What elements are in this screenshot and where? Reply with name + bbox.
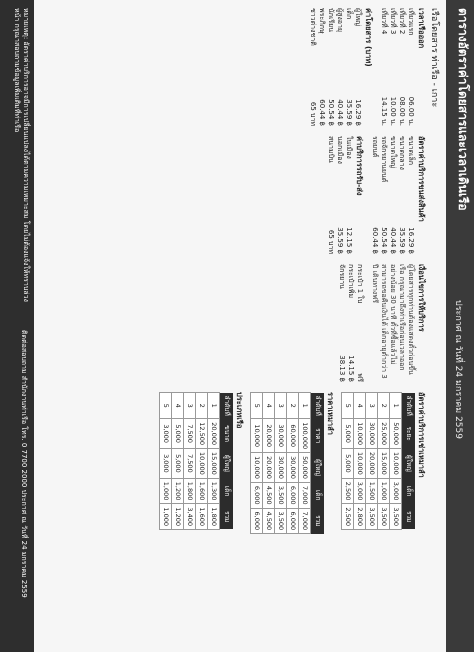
footer-note: หมายเหตุ: อัตราค่าบริการอาจมีการเปลี่ยนแปลงได้ตามความเหมาะสม โดยไม่ต้องแจ้งให้ทราบล่วงหน้า กรุณาสอบถามข้อมูลเพิ่มเติมที่ท่าเรือ xyxy=(13,8,30,302)
fare-row: นักเรียน 50.54 ฿ xyxy=(327,8,335,126)
times-block xyxy=(379,8,426,126)
table-row: 1 20,000 15,000 1,300 1,800 xyxy=(208,393,220,530)
table-row: 5 5,000 5,000 2,500 2,500 xyxy=(342,393,354,530)
table-row: 5 10,000 10,000 6,000 6,000 xyxy=(251,393,263,534)
page-date: ประกาศ ณ วันที่ 24 มกราคม 2559 xyxy=(453,300,463,439)
column-cargo xyxy=(320,136,426,254)
column-tables xyxy=(159,392,426,644)
footer-contact: ติดต่อสอบถาม สำนักงานท่าเรือ โทร. 0 7700 2000 ประกาศ ณ วันที่ 24 มกราคม 2559 xyxy=(20,330,28,598)
fare-row: พระภิกษุ 60.44 ฿ xyxy=(318,8,326,126)
cargo-block xyxy=(370,136,426,254)
table-row: 2 25,000 15,000 1,000 3,500 xyxy=(378,393,390,530)
column-schedule xyxy=(302,8,426,126)
fares-block xyxy=(308,8,373,126)
luggage-row: กระเป๋าเพิ่ม 14.15 ฿ xyxy=(347,264,355,382)
cargo-row: รถยนต์ 60.44 ฿ xyxy=(371,136,379,254)
cargo-row: รถจักรยานยนต์ 50.54 ฿ xyxy=(380,136,388,254)
cargo-row: ขนาดกลาง 35.59 ฿ xyxy=(398,136,406,254)
shuttle-block xyxy=(326,136,364,254)
shuttle-heading: ค่าบริการรถรับ-ส่ง xyxy=(355,136,364,196)
table-row: 1 50,000 10,000 3,000 3,500 xyxy=(390,393,402,530)
table-row: 3 30,000 30,000 3,500 3,500 xyxy=(275,393,287,534)
times-heading: เวลาเรือออก xyxy=(417,8,426,49)
table-row: 5 3,000 3,000 1,000 1,000 xyxy=(160,393,172,530)
charter-table: ลำดับที่ ระยะ ผู้ใหญ่ เด็ก รวม 1 50,000 10,000 3,000 3,500 2 25,000 15,000 1,000 3,500 3 30,000 20,000 1,500 3,500 4 10,000 10,000 3,000 2,800 5 5,000 5,000 2,500 2,500 xyxy=(341,392,415,530)
time-row: เที่ยวที่ 4 14.15 น. xyxy=(380,8,388,126)
fare-row: ผู้ใหญ่ 16.29 ฿ xyxy=(354,8,362,126)
time-row: เที่ยวที่ 2 08.00 น. xyxy=(398,8,406,126)
cargo-row: ขนาดเล็ก 16.29 ฿ xyxy=(407,136,415,254)
table-row: 4 20,000 20,000 4,500 4,500 xyxy=(263,393,275,534)
luggage-row: กระเป๋า 1 ใบ ฟรี xyxy=(356,264,364,382)
table-row: 3 30,000 20,000 1,500 3,500 xyxy=(366,393,378,530)
conditions-heading: เงื่อนไขการให้บริการ xyxy=(417,264,426,332)
fare-row: เด็ก 35.59 ฿ xyxy=(345,8,353,126)
time-row: เที่ยวแรก 06.00 น. xyxy=(407,8,415,126)
fare-row: ชาวต่างชาติ 65 บาท xyxy=(309,8,317,126)
page-title: ตารางอัตราค่าโดยสารและเวลาเดินเรือ xyxy=(456,8,470,211)
fare-row: ผู้สูงอายุ 40.44 ฿ xyxy=(336,8,344,126)
table-row: 2 60,000 30,000 6,000 6,000 xyxy=(287,393,299,534)
table2-title: ราคาเหมาลำ xyxy=(326,392,335,435)
table3-title: ประเภทเรือ xyxy=(235,392,244,429)
charter-price-table: ลำดับที่ ราคา ผู้ใหญ่ เด็ก รวม 1 100,000 50,000 7,000 7,000 2 60,000 30,000 6,000 6,000 3 30,000 30,000 3,500 3,500 4 20,000 20,000 4,500 4,500 5 10,000 10,000 6,000 6,000 xyxy=(250,392,324,534)
footer-band xyxy=(0,0,34,652)
cargo-row: ขนาดใหญ่ 40.44 ฿ xyxy=(389,136,397,254)
column-conditions xyxy=(337,264,426,382)
conditions-text: ผู้โดยสารทุกท่านต้องแสดงตั๋วก่อนขึ้นเรือ กรุณามาถึงท่าเรือก่อนเวลาออกอย่างน้อย 30 นาที ตั๋วที่ซื้อแล้วไม่สามารถขอคืนเงินได้ เด็กอายุต่ำกว่า 3 ปี เดินทางฟรี xyxy=(371,264,415,379)
page-header xyxy=(446,0,474,652)
section-subheading: เรือโดยสาร ท่าเรือ - เกาะ xyxy=(429,8,439,108)
luggage-row: จักรยาน 38.13 ฿ xyxy=(338,264,346,382)
table-row: 4 10,000 10,000 3,000 2,800 xyxy=(354,393,366,530)
table-row: 1 100,000 50,000 7,000 7,000 xyxy=(299,393,311,534)
table1-title: อัตราค่าบริการเช่าเหมาลำ xyxy=(417,392,426,478)
table-row: 3 7,500 7,500 1,800 3,400 xyxy=(184,393,196,530)
cargo-heading: อัตราค่าบริการขนส่งสินค้า xyxy=(417,136,426,222)
boat-size-table: ลำดับที่ ขนาด ผู้ใหญ่ เด็ก รวม 1 20,000 15,000 1,300 1,800 2 12,500 10,000 1,600 1,600 3 7,500 7,500 1,800 3,400 4 5,000 5,000 1,200 1,200 5 3,000 3,000 1,000 1,000 xyxy=(159,392,233,530)
table-row: 4 5,000 5,000 1,200 1,200 xyxy=(172,393,184,530)
shuttle-row: ในเมือง 12.15 ฿ xyxy=(345,136,353,254)
shuttle-row: นอกเมือง 35.59 ฿ xyxy=(336,136,344,254)
shuttle-row: สนามบิน 65 บาท xyxy=(327,136,335,254)
time-row: เที่ยวที่ 3 10.00 น. xyxy=(389,8,397,126)
table-row: 2 12,500 10,000 1,600 1,600 xyxy=(196,393,208,530)
fares-heading: ค่าโดยสาร (บาท) xyxy=(364,8,373,67)
